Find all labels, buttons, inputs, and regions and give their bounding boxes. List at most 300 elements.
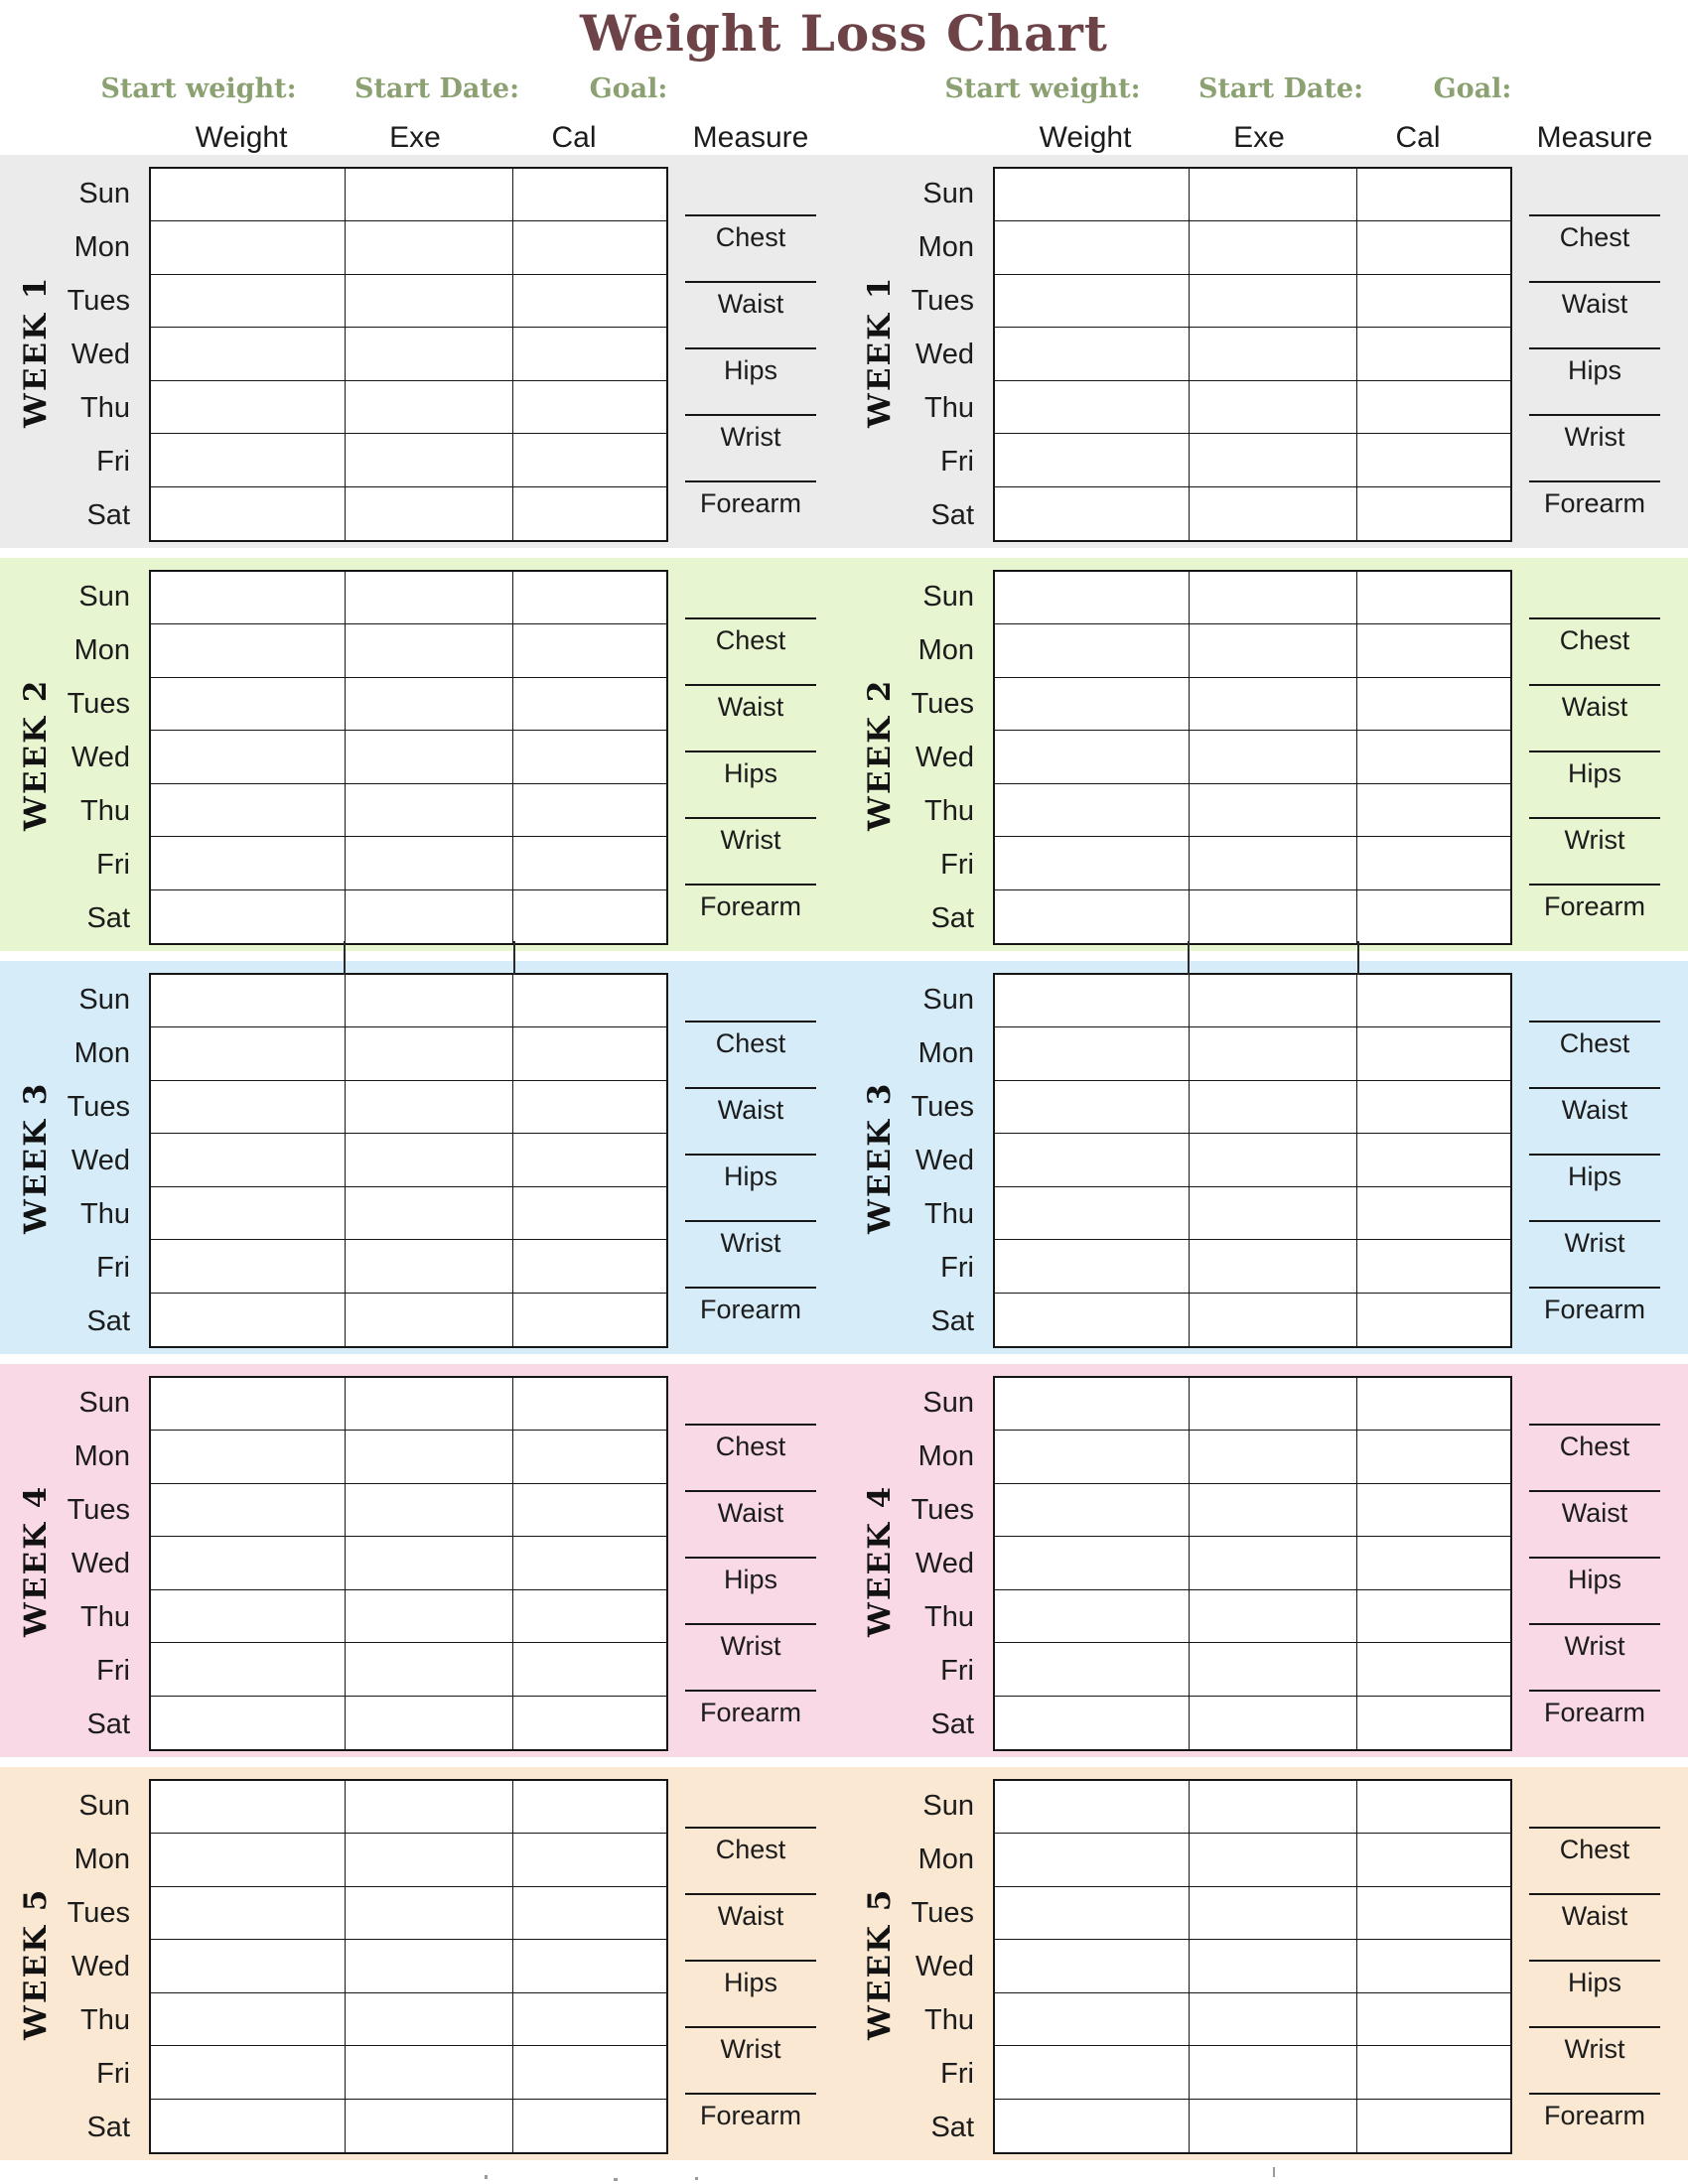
entry-cell[interactable] [1190,624,1358,677]
entry-cell[interactable] [151,890,346,943]
entry-cell[interactable] [151,1834,346,1886]
week-band-3 [0,961,1688,1354]
entry-cell[interactable] [1357,1643,1510,1696]
day-label: Thu [924,2003,974,2036]
day-label: Tues [67,1090,130,1123]
entry-cell[interactable] [346,1378,514,1431]
entry-cell[interactable] [151,1590,346,1643]
measurement-field[interactable] [685,1490,816,1529]
entry-cell[interactable] [346,487,514,540]
entry-cell[interactable] [1190,487,1358,540]
entry-cell[interactable] [513,1294,666,1346]
measurement-field[interactable] [685,751,816,789]
measurement-label: Waist [717,1901,784,1931]
entry-cell[interactable] [995,2046,1190,2099]
measurement-field[interactable] [685,684,816,723]
entry-cell[interactable] [995,1643,1190,1696]
measurement-label: Waist [1561,692,1628,722]
entry-cell[interactable] [995,1537,1190,1589]
entry-cell[interactable] [1357,1887,1510,1940]
entry-cell[interactable] [1357,1537,1510,1589]
entry-cell[interactable] [995,1940,1190,1992]
day-label: Fri [96,848,130,881]
entry-cell[interactable] [513,572,666,624]
measurement-field[interactable] [685,1827,816,1865]
entry-cell[interactable] [346,1081,514,1134]
scan-speck [1273,2167,1275,2177]
entry-cell[interactable] [151,1537,346,1589]
measurement-field[interactable] [685,347,816,386]
day-label: Tues [67,687,130,720]
entry-cell[interactable] [346,1187,514,1240]
measurement-label: Hips [1567,758,1621,788]
entry-cell[interactable] [513,2046,666,2099]
entry-cell[interactable] [1190,1643,1358,1696]
entry-cell[interactable] [1190,572,1358,624]
entry-cell[interactable] [513,434,666,486]
entry-cell[interactable] [513,1590,666,1643]
measurement-field[interactable] [685,414,816,453]
entry-cell[interactable] [346,1834,514,1886]
entry-cell[interactable] [995,1781,1190,1834]
day-label: Sun [78,177,130,209]
entry-cell[interactable] [1190,1240,1358,1293]
measurement-field[interactable] [1529,751,1660,789]
entry-cell[interactable] [1190,1378,1358,1431]
entry-cell[interactable] [1190,1697,1358,1749]
measurement-field[interactable] [1529,1087,1660,1126]
entry-cell[interactable] [995,1294,1190,1346]
entry-cell[interactable] [995,487,1190,540]
measurement-field[interactable] [685,1960,816,1998]
measurement-field[interactable] [685,480,816,519]
measurement-field[interactable] [685,1021,816,1059]
entry-cell[interactable] [513,1431,666,1483]
entry-cell[interactable] [346,434,514,486]
entry-cell[interactable] [995,1484,1190,1537]
entry-cell[interactable] [995,169,1190,221]
entry-cell[interactable] [1357,975,1510,1027]
entry-cell[interactable] [1190,1187,1358,1240]
entry-cell[interactable] [513,1781,666,1834]
measurement-label: Forearm [1543,488,1645,518]
entry-cell[interactable] [995,434,1190,486]
entry-cell[interactable] [995,1590,1190,1643]
entry-cell[interactable] [1190,434,1358,486]
measurement-field[interactable] [685,1220,816,1259]
entry-cell[interactable] [513,1834,666,1886]
entry-cell[interactable] [1357,1834,1510,1886]
entry-cell[interactable] [346,1537,514,1589]
entry-cell[interactable] [995,890,1190,943]
entry-cell[interactable] [151,328,346,380]
table-border-artifact [344,941,346,975]
entry-cell[interactable] [513,1940,666,1992]
entry-cell[interactable] [151,1697,346,1749]
day-label: Thu [80,794,130,827]
measurement-label: Waist [1561,289,1628,319]
entry-cell[interactable] [1190,1134,1358,1186]
entry-cell[interactable] [346,1940,514,1992]
entry-cell[interactable] [513,1027,666,1080]
entry-cell[interactable] [151,837,346,889]
entry-cell[interactable] [151,1940,346,1992]
entry-cell[interactable] [995,624,1190,677]
entry-cell[interactable] [995,572,1190,624]
measurement-field[interactable] [1529,347,1660,386]
measurement-field[interactable] [1529,1557,1660,1595]
entry-cell[interactable] [513,784,666,837]
entry-cell[interactable] [151,169,346,221]
measurement-field[interactable] [685,1424,816,1462]
entry-cell[interactable] [513,1697,666,1749]
entry-cell[interactable] [151,221,346,274]
entry-table [149,1376,668,1751]
entry-cell[interactable] [1357,1993,1510,2046]
entry-cell[interactable] [151,2100,346,2152]
entry-cell[interactable] [995,1027,1190,1080]
measurement-label: Chest [715,1835,786,1864]
entry-cell[interactable] [151,1378,346,1431]
entry-cell[interactable] [995,2100,1190,2152]
entry-cell[interactable] [151,1484,346,1537]
measurement-label: Wrist [720,1228,781,1258]
entry-cell[interactable] [1357,2100,1510,2152]
entry-cell[interactable] [1190,890,1358,943]
entry-cell[interactable] [1357,1027,1510,1080]
entry-cell[interactable] [1190,2100,1358,2152]
entry-cell[interactable] [346,1993,514,2046]
entry-cell[interactable] [1190,2046,1358,2099]
entry-cell[interactable] [346,784,514,837]
entry-cell[interactable] [513,624,666,677]
entry-cell[interactable] [346,572,514,624]
measurement-field[interactable] [1529,884,1660,922]
entry-cell[interactable] [1190,975,1358,1027]
entry-cell[interactable] [995,1378,1190,1431]
day-label: Sat [930,498,974,531]
entry-cell[interactable] [151,1993,346,2046]
entry-cell[interactable] [346,1484,514,1537]
entry-cell[interactable] [513,678,666,731]
entry-cell[interactable] [346,1240,514,1293]
entry-cell[interactable] [513,381,666,434]
entry-cell[interactable] [151,1027,346,1080]
measurement-field[interactable] [1529,1960,1660,1998]
entry-cell[interactable] [513,1240,666,1293]
entry-cell[interactable] [1357,731,1510,783]
entry-cell[interactable] [513,328,666,380]
entry-cell[interactable] [151,381,346,434]
entry-cell[interactable] [513,837,666,889]
day-label: Sat [86,901,130,934]
entry-cell[interactable] [346,837,514,889]
entry-cell[interactable] [346,890,514,943]
day-label: Thu [80,2003,130,2036]
entry-cell[interactable] [513,1134,666,1186]
entry-cell[interactable] [1357,784,1510,837]
entry-cell[interactable] [151,975,346,1027]
day-label: Sat [930,1304,974,1337]
entry-cell[interactable] [346,1027,514,1080]
table-border-artifact [1357,941,1359,975]
entry-cell[interactable] [346,1697,514,1749]
measurement-field[interactable] [1529,1893,1660,1932]
entry-cell[interactable] [346,1431,514,1483]
measurement-field[interactable] [1529,817,1660,856]
entry-cell[interactable] [1190,784,1358,837]
entry-cell[interactable] [151,1187,346,1240]
entry-cell[interactable] [1190,328,1358,380]
measurement-field[interactable] [1529,1287,1660,1325]
entry-cell[interactable] [1190,275,1358,328]
entry-cell[interactable] [1357,837,1510,889]
entry-cell[interactable] [1357,275,1510,328]
entry-cell[interactable] [1190,1590,1358,1643]
entry-cell[interactable] [346,1643,514,1696]
day-label: Tues [67,284,130,317]
measurement-field[interactable] [685,281,816,320]
entry-cell[interactable] [1190,1993,1358,2046]
entry-cell[interactable] [151,1081,346,1134]
entry-cell[interactable] [995,975,1190,1027]
entry-cell[interactable] [513,975,666,1027]
measurement-field[interactable] [1529,2026,1660,2065]
measurement-field[interactable] [1529,1424,1660,1462]
measurement-field[interactable] [1529,214,1660,253]
measurement-field[interactable] [685,1893,816,1932]
entry-cell[interactable] [1190,731,1358,783]
entry-cell[interactable] [346,275,514,328]
measurement-field[interactable] [1529,1021,1660,1059]
entry-cell[interactable] [151,1240,346,1293]
day-label: Tues [911,1493,974,1526]
entry-cell[interactable] [1357,328,1510,380]
entry-cell[interactable] [1357,1081,1510,1134]
entry-cell[interactable] [995,1134,1190,1186]
entry-cell[interactable] [151,434,346,486]
measurement-label: Hips [723,1565,777,1594]
entry-cell[interactable] [346,381,514,434]
entry-cell[interactable] [151,624,346,677]
entry-cell[interactable] [1357,381,1510,434]
day-label: Mon [917,1036,974,1069]
entry-cell[interactable] [1357,1484,1510,1537]
measurement-field[interactable] [685,617,816,656]
measurement-field[interactable] [1529,1154,1660,1192]
entry-cell[interactable] [1357,221,1510,274]
entry-cell[interactable] [513,731,666,783]
entry-cell[interactable] [995,1887,1190,1940]
entry-cell[interactable] [1357,1940,1510,1992]
entry-cell[interactable] [1357,1781,1510,1834]
entry-cell[interactable] [1190,1294,1358,1346]
entry-cell[interactable] [346,678,514,731]
entry-cell[interactable] [513,487,666,540]
entry-cell[interactable] [1357,169,1510,221]
measurement-field[interactable] [1529,480,1660,519]
entry-cell[interactable] [513,1187,666,1240]
week-1-right-section [844,155,1688,548]
entry-cell[interactable] [151,731,346,783]
entry-cell[interactable] [1357,1590,1510,1643]
entry-cell[interactable] [1357,487,1510,540]
entry-cell[interactable] [995,784,1190,837]
entry-cell[interactable] [995,837,1190,889]
entry-cell[interactable] [513,1887,666,1940]
entry-cell[interactable] [513,1484,666,1537]
measurement-field[interactable] [685,214,816,253]
entry-cell[interactable] [346,1887,514,1940]
day-label: Sun [922,1789,974,1822]
measurement-field[interactable] [1529,1220,1660,1259]
measurement-field[interactable] [1529,617,1660,656]
entry-cell[interactable] [995,381,1190,434]
entry-cell[interactable] [151,1887,346,1940]
entry-cell[interactable] [995,1834,1190,1886]
entry-cell[interactable] [151,678,346,731]
entry-cell[interactable] [1357,1187,1510,1240]
entry-cell[interactable] [346,169,514,221]
entry-cell[interactable] [513,1081,666,1134]
entry-cell[interactable] [1357,678,1510,731]
entry-cell[interactable] [346,1294,514,1346]
entry-cell[interactable] [1357,1294,1510,1346]
entry-cell[interactable] [513,890,666,943]
measurement-field[interactable] [1529,1623,1660,1662]
measurement-field[interactable] [685,884,816,922]
entry-cell[interactable] [151,275,346,328]
measurement-field[interactable] [1529,1827,1660,1865]
entry-cell[interactable] [995,1187,1190,1240]
entry-cell[interactable] [995,1431,1190,1483]
entry-cell[interactable] [1190,381,1358,434]
entry-cell[interactable] [346,328,514,380]
measurement-field[interactable] [685,817,816,856]
entry-cell[interactable] [1190,1781,1358,1834]
week-4-left-section [0,1364,844,1757]
entry-cell[interactable] [995,328,1190,380]
measurement-field[interactable] [685,1690,816,1728]
entry-cell[interactable] [346,221,514,274]
measurement-field[interactable] [685,1287,816,1325]
week-5-left-section [0,1767,844,2160]
entry-cell[interactable] [513,1378,666,1431]
entry-cell[interactable] [1357,434,1510,486]
entry-cell[interactable] [995,1240,1190,1293]
entry-cell[interactable] [995,731,1190,783]
start-date-label: Start Date: [353,73,520,104]
entry-cell[interactable] [1357,1431,1510,1483]
entry-cell[interactable] [1357,1697,1510,1749]
entry-cell[interactable] [1357,2046,1510,2099]
entry-cell[interactable] [346,975,514,1027]
entry-cell[interactable] [151,572,346,624]
entry-cell[interactable] [1190,837,1358,889]
entry-cell[interactable] [513,1537,666,1589]
entry-cell[interactable] [513,275,666,328]
measurement-field[interactable] [685,1557,816,1595]
measurement-field[interactable] [685,1623,816,1662]
day-label: Fri [96,1251,130,1284]
entry-cell[interactable] [346,624,514,677]
measurement-field[interactable] [685,2093,816,2131]
entry-cell[interactable] [151,1294,346,1346]
entry-cell[interactable] [995,1697,1190,1749]
entry-cell[interactable] [1357,1240,1510,1293]
entry-cell[interactable] [151,487,346,540]
entry-cell[interactable] [1357,624,1510,677]
measurement-field[interactable] [685,1087,816,1126]
measurement-field[interactable] [1529,1690,1660,1728]
entry-cell[interactable] [151,1431,346,1483]
entry-cell[interactable] [1190,1484,1358,1537]
entry-cell[interactable] [346,2046,514,2099]
measurement-field[interactable] [1529,684,1660,723]
entry-cell[interactable] [1190,1537,1358,1589]
entry-cell[interactable] [151,784,346,837]
entry-cell[interactable] [513,1993,666,2046]
day-label: Mon [73,633,130,666]
day-label: Wed [914,1144,974,1176]
entry-cell[interactable] [1190,1834,1358,1886]
entry-cell[interactable] [151,1134,346,1186]
measurement-field[interactable] [1529,1490,1660,1529]
day-label: Tues [67,1493,130,1526]
measurement-field[interactable] [685,1154,816,1192]
measurement-label: Waist [717,289,784,319]
entry-cell[interactable] [151,1643,346,1696]
week-1-left-section [0,155,844,548]
entry-cell[interactable] [513,221,666,274]
entry-cell[interactable] [995,678,1190,731]
entry-cell[interactable] [346,1134,514,1186]
entry-cell[interactable] [1190,221,1358,274]
week-label: WEEK 4 [18,1484,54,1637]
entry-cell[interactable] [1357,890,1510,943]
entry-cell[interactable] [1190,678,1358,731]
measurement-field[interactable] [685,2026,816,2065]
entry-cell[interactable] [1190,1081,1358,1134]
entry-cell[interactable] [995,275,1190,328]
entry-cell[interactable] [346,1781,514,1834]
entry-cell[interactable] [1190,169,1358,221]
entry-cell[interactable] [346,2100,514,2152]
measurement-label: Wrist [1564,1228,1625,1258]
entry-cell[interactable] [513,169,666,221]
entry-cell[interactable] [346,731,514,783]
entry-cell[interactable] [1190,1431,1358,1483]
measurement-field[interactable] [1529,2093,1660,2131]
entry-cell[interactable] [1357,1134,1510,1186]
entry-cell[interactable] [1190,1887,1358,1940]
entry-cell[interactable] [513,1643,666,1696]
entry-cell[interactable] [151,1781,346,1834]
entry-cell[interactable] [1190,1940,1358,1992]
measurement-field[interactable] [1529,414,1660,453]
entry-cell[interactable] [151,2046,346,2099]
entry-cell[interactable] [346,1590,514,1643]
entry-cell[interactable] [995,1993,1190,2046]
entry-cell[interactable] [1357,572,1510,624]
entry-cell[interactable] [995,1081,1190,1134]
entry-cell[interactable] [513,2100,666,2152]
measurement-field[interactable] [1529,281,1660,320]
entry-cell[interactable] [1357,1378,1510,1431]
day-label: Thu [924,391,974,424]
entry-cell[interactable] [995,221,1190,274]
entry-cell[interactable] [1190,1027,1358,1080]
